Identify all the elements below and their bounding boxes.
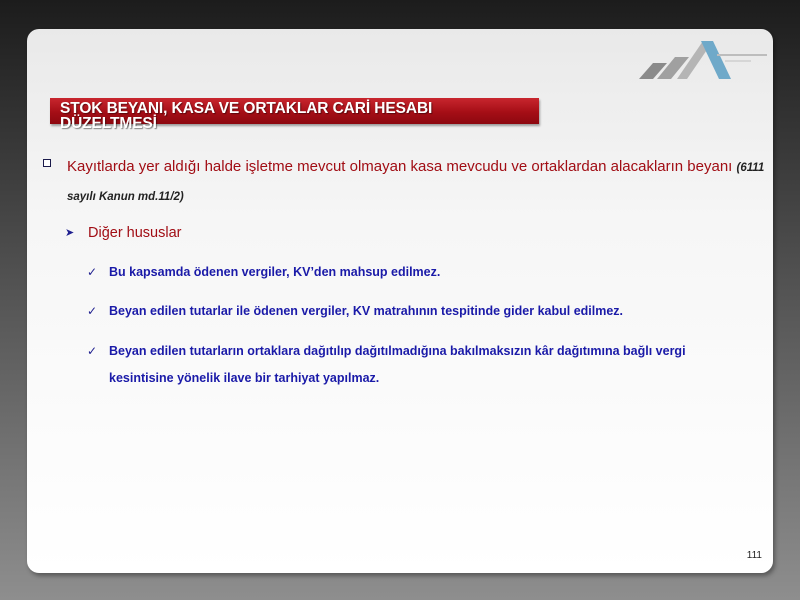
list-item: Beyan edilen tutarlar ile ödenen vergiler, KV matrahının tespitinde gider kabul edilmez. xyxy=(109,304,624,318)
checkmark-icon: ✓ xyxy=(87,265,98,279)
list-item: Bu kapsamda ödenen vergiler, KV’den mahsup edilmez. xyxy=(109,265,441,279)
sub-heading: Diğer hususlar xyxy=(88,225,182,241)
arrow-bullet-icon: ➤ xyxy=(65,227,75,239)
main-bullet-text: Kayıtlarda yer aldığı halde işletme mevcut olmayan kasa mevcudu ve ortaklardan alacakların beyanı xyxy=(67,158,733,175)
logo-stripe-4 xyxy=(701,41,731,79)
square-bullet-icon xyxy=(43,159,51,167)
checkmark-icon: ✓ xyxy=(87,344,98,358)
law-reference: (6111 sayılı Kanun md.11/2) xyxy=(67,162,765,203)
slide-card xyxy=(27,29,773,573)
page-number: 111 xyxy=(746,550,762,561)
main-bullet xyxy=(67,153,767,211)
list-item: Beyan edilen tutarların ortaklara dağıtılıp dağıtılmadığına bakılmaksızın kâr dağıtımına bağlı vergi kesintisine yönelik ilave bir tarhiyat yapılmaz. xyxy=(109,344,686,385)
checkmark-icon: ✓ xyxy=(87,304,98,318)
slide-title: STOK BEYANI, KASA VE ORTAKLAR CARİ HESABI DÜZELTMESİ xyxy=(60,100,433,132)
company-logo xyxy=(639,39,769,83)
